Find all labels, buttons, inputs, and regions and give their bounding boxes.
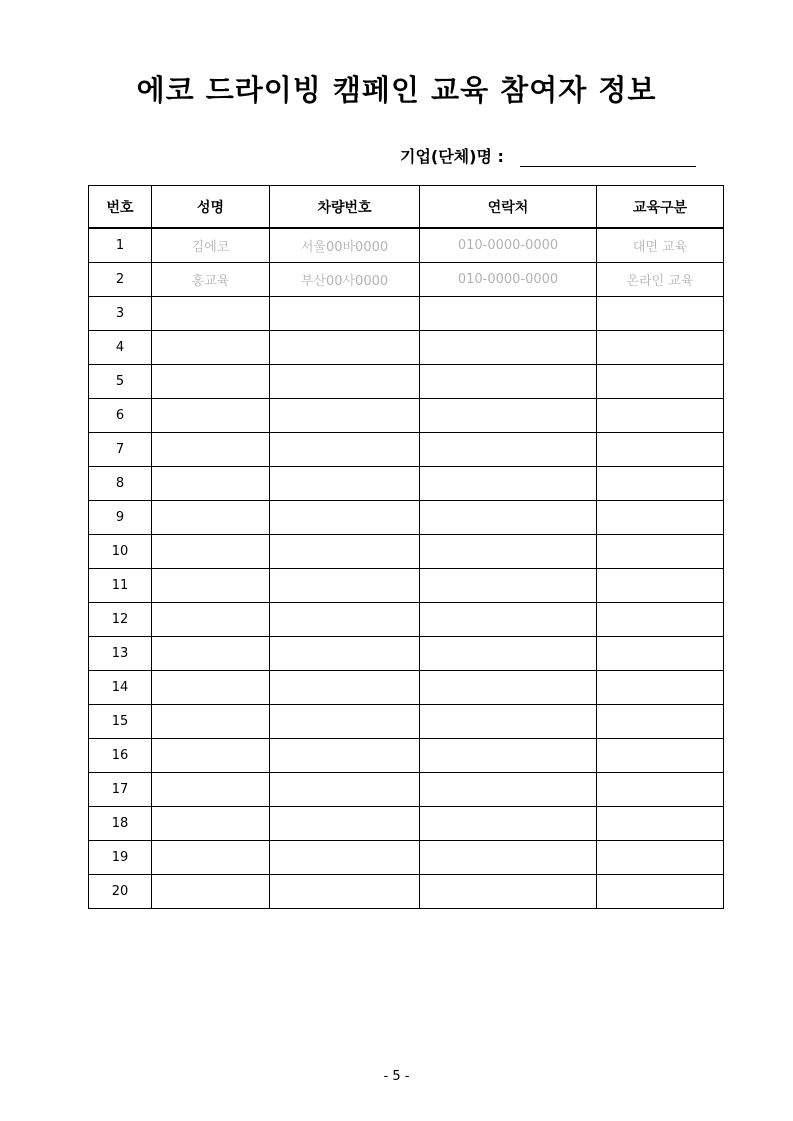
table-row xyxy=(89,773,724,807)
table-row xyxy=(89,501,724,535)
table-row xyxy=(89,535,724,569)
table-row xyxy=(89,637,724,671)
cell-education-type[interactable] xyxy=(597,875,724,909)
cell-vehicle-number[interactable] xyxy=(270,773,420,807)
cell-education-type[interactable] xyxy=(597,603,724,637)
cell-name[interactable] xyxy=(152,773,270,807)
cell-name[interactable] xyxy=(152,875,270,909)
table-row xyxy=(89,263,724,297)
organization-name-blank[interactable] xyxy=(520,146,696,167)
cell-education-type[interactable] xyxy=(597,739,724,773)
cell-number: 11 xyxy=(89,569,152,603)
cell-number: 8 xyxy=(89,467,152,501)
cell-education-type[interactable] xyxy=(597,501,724,535)
cell-vehicle-number[interactable] xyxy=(270,331,420,365)
cell-number: 7 xyxy=(89,433,152,467)
cell-contact[interactable] xyxy=(420,807,597,841)
cell-vehicle-number[interactable] xyxy=(270,399,420,433)
cell-contact[interactable] xyxy=(420,467,597,501)
page-title: 에코 드라이빙 캠페인 교육 참여자 정보 xyxy=(136,73,657,107)
cell-contact[interactable] xyxy=(420,399,597,433)
cell-number: 14 xyxy=(89,671,152,705)
table-row xyxy=(89,875,724,909)
cell-number: 2 xyxy=(89,263,152,297)
table-row xyxy=(89,705,724,739)
cell-name[interactable] xyxy=(152,705,270,739)
participant-table xyxy=(88,185,724,909)
table-row xyxy=(89,807,724,841)
cell-education-type[interactable] xyxy=(597,841,724,875)
cell-name[interactable] xyxy=(152,535,270,569)
header-vehicle-number: 차량번호 xyxy=(270,186,420,229)
cell-education-type[interactable] xyxy=(597,705,724,739)
cell-name[interactable] xyxy=(152,365,270,399)
cell-name[interactable] xyxy=(152,433,270,467)
table-row xyxy=(89,739,724,773)
cell-education-type[interactable] xyxy=(597,365,724,399)
cell-number: 5 xyxy=(89,365,152,399)
cell-name[interactable] xyxy=(152,637,270,671)
cell-name[interactable]: 김에코 xyxy=(152,228,270,263)
cell-name[interactable] xyxy=(152,841,270,875)
cell-education-type[interactable] xyxy=(597,399,724,433)
cell-contact[interactable] xyxy=(420,671,597,705)
cell-name[interactable] xyxy=(152,501,270,535)
cell-number: 15 xyxy=(89,705,152,739)
cell-number: 17 xyxy=(89,773,152,807)
cell-number: 20 xyxy=(89,875,152,909)
cell-number: 9 xyxy=(89,501,152,535)
cell-contact[interactable] xyxy=(420,569,597,603)
cell-number: 18 xyxy=(89,807,152,841)
cell-contact[interactable] xyxy=(420,739,597,773)
cell-education-type[interactable] xyxy=(597,433,724,467)
cell-vehicle-number[interactable] xyxy=(270,535,420,569)
cell-contact[interactable] xyxy=(420,841,597,875)
cell-vehicle-number[interactable] xyxy=(270,875,420,909)
table-row xyxy=(89,569,724,603)
cell-name[interactable] xyxy=(152,331,270,365)
table-row xyxy=(89,433,724,467)
cell-contact[interactable] xyxy=(420,365,597,399)
cell-number: 1 xyxy=(89,228,152,263)
cell-number: 12 xyxy=(89,603,152,637)
cell-contact[interactable] xyxy=(420,501,597,535)
cell-contact[interactable] xyxy=(420,433,597,467)
cell-number: 6 xyxy=(89,399,152,433)
cell-vehicle-number[interactable] xyxy=(270,807,420,841)
cell-vehicle-number[interactable] xyxy=(270,637,420,671)
cell-contact[interactable] xyxy=(420,603,597,637)
cell-education-type[interactable]: 대면 교육 xyxy=(597,228,724,263)
cell-vehicle-number[interactable] xyxy=(270,705,420,739)
cell-name[interactable] xyxy=(152,297,270,331)
cell-vehicle-number[interactable] xyxy=(270,569,420,603)
cell-number: 10 xyxy=(89,535,152,569)
cell-contact[interactable] xyxy=(420,331,597,365)
cell-education-type[interactable] xyxy=(597,671,724,705)
cell-vehicle-number[interactable] xyxy=(270,365,420,399)
cell-vehicle-number[interactable] xyxy=(270,501,420,535)
cell-contact[interactable]: 010-0000-0000 xyxy=(420,228,597,263)
table-row xyxy=(89,841,724,875)
page-number: - 5 - xyxy=(383,1069,410,1084)
table-header-row xyxy=(89,186,724,229)
cell-name[interactable] xyxy=(152,671,270,705)
cell-education-type[interactable] xyxy=(597,535,724,569)
cell-number: 4 xyxy=(89,331,152,365)
table-body xyxy=(89,228,724,909)
organization-name-label: 기업(단체)명 : xyxy=(400,147,504,166)
table-row xyxy=(89,399,724,433)
cell-name[interactable] xyxy=(152,739,270,773)
cell-vehicle-number[interactable] xyxy=(270,671,420,705)
cell-number: 13 xyxy=(89,637,152,671)
cell-education-type[interactable]: 온라인 교육 xyxy=(597,263,724,297)
cell-education-type[interactable] xyxy=(597,467,724,501)
header-education-type: 교육구분 xyxy=(597,186,724,229)
organization-name-row xyxy=(400,144,696,167)
cell-vehicle-number[interactable] xyxy=(270,841,420,875)
table-row xyxy=(89,671,724,705)
cell-education-type[interactable] xyxy=(597,807,724,841)
cell-education-type[interactable] xyxy=(597,297,724,331)
header-number: 번호 xyxy=(89,186,152,229)
cell-name[interactable]: 홍교육 xyxy=(152,263,270,297)
cell-vehicle-number[interactable] xyxy=(270,739,420,773)
table-row xyxy=(89,365,724,399)
cell-name[interactable] xyxy=(152,603,270,637)
cell-education-type[interactable] xyxy=(597,773,724,807)
cell-vehicle-number[interactable] xyxy=(270,603,420,637)
cell-education-type[interactable] xyxy=(597,637,724,671)
cell-contact[interactable] xyxy=(420,535,597,569)
cell-vehicle-number[interactable] xyxy=(270,467,420,501)
table-row xyxy=(89,228,724,263)
cell-name[interactable] xyxy=(152,467,270,501)
cell-contact[interactable] xyxy=(420,637,597,671)
cell-vehicle-number[interactable]: 부산00사0000 xyxy=(270,263,420,297)
cell-number: 19 xyxy=(89,841,152,875)
cell-number: 16 xyxy=(89,739,152,773)
cell-contact[interactable]: 010-0000-0000 xyxy=(420,263,597,297)
cell-vehicle-number[interactable] xyxy=(270,433,420,467)
cell-vehicle-number[interactable]: 서울00바0000 xyxy=(270,228,420,263)
cell-name[interactable] xyxy=(152,569,270,603)
cell-education-type[interactable] xyxy=(597,331,724,365)
table-row xyxy=(89,467,724,501)
cell-contact[interactable] xyxy=(420,705,597,739)
cell-contact[interactable] xyxy=(420,875,597,909)
cell-number: 3 xyxy=(89,297,152,331)
cell-vehicle-number[interactable] xyxy=(270,297,420,331)
header-name: 성명 xyxy=(152,186,270,229)
table-row xyxy=(89,297,724,331)
cell-name[interactable] xyxy=(152,399,270,433)
cell-name[interactable] xyxy=(152,807,270,841)
cell-education-type[interactable] xyxy=(597,569,724,603)
cell-contact[interactable] xyxy=(420,297,597,331)
header-contact: 연락처 xyxy=(420,186,597,229)
table-row xyxy=(89,603,724,637)
cell-contact[interactable] xyxy=(420,773,597,807)
table-row xyxy=(89,331,724,365)
